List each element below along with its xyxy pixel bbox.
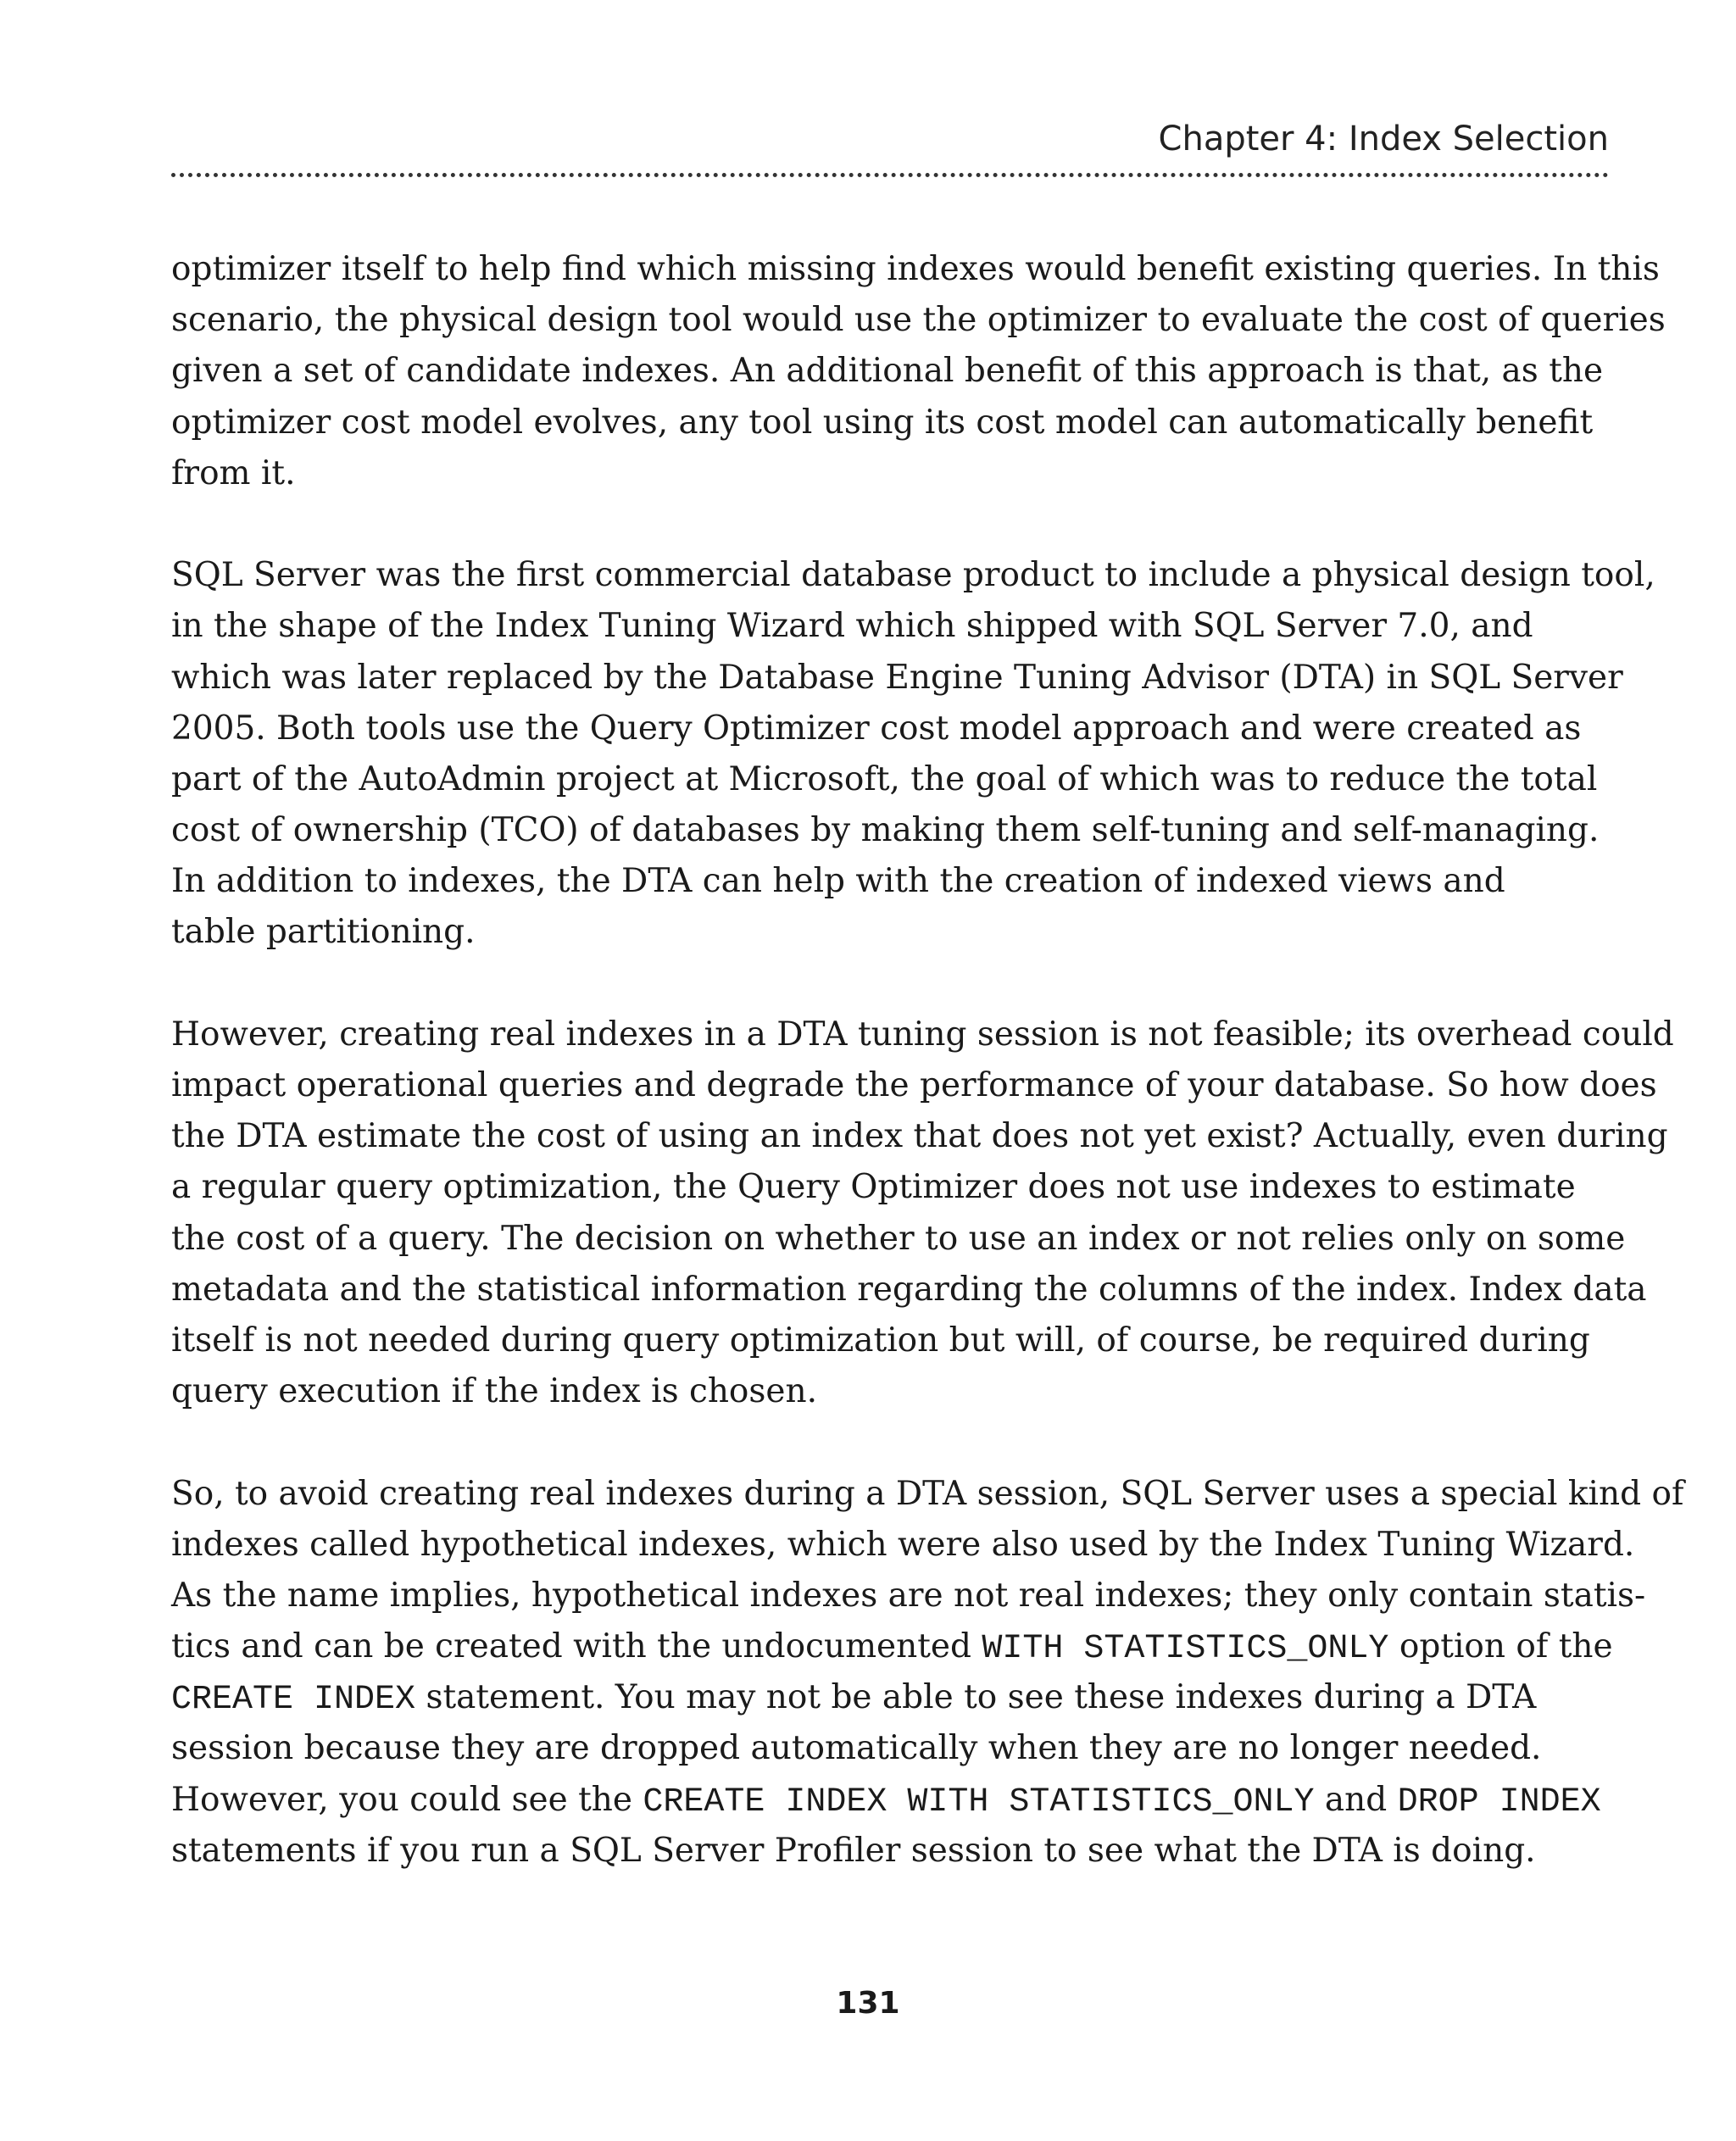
text-run: However, you could see the (171, 1780, 643, 1819)
paragraph-1-line-3: given a set of candidate indexes. An additional benefit of this approach is that, as the (171, 352, 1604, 391)
paragraph-3-line-5: the cost of a query. The decision on whether to use an index or not relies only on some (171, 1219, 1626, 1258)
paragraph-4-line-3: As the name implies, hypothetical indexes are not real indexes; they only contain statis- (171, 1576, 1646, 1615)
paragraph-1-line-1: optimizer itself to help find which missing indexes would benefit existing queries. In this (171, 250, 1660, 288)
paragraph-4-line-4 (171, 1621, 1613, 1672)
paragraph-2-line-8: table partitioning. (171, 913, 476, 952)
header-dotted-rule (171, 173, 1609, 177)
paragraph-4-line-5 (171, 1672, 1609, 1723)
inline-code: DROP INDEX (1397, 1782, 1601, 1821)
text-run: option of the (1388, 1627, 1613, 1666)
running-header: Chapter 4: Index Selection (1158, 120, 1609, 158)
paragraph-1-line-4: optimizer cost model evolves, any tool using its cost model can automatically benefit (171, 403, 1594, 442)
paragraph-gap (171, 1417, 1609, 1468)
paragraph-1-line-2: scenario, the physical design tool would use the optimizer to evaluate the cost of queries (171, 301, 1666, 340)
paragraph-gap (171, 499, 1609, 550)
paragraph-3-line-8: query execution if the index is chosen. (171, 1372, 818, 1411)
paragraph-3-line-4: a regular query optimization, the Query Optimizer does not use indexes to estimate (171, 1168, 1576, 1207)
body-text (171, 244, 1684, 1877)
inline-code: CREATE INDEX (171, 1681, 416, 1720)
text-run: and (1314, 1780, 1398, 1819)
paragraph-2-line-6: cost of ownership (TCO) of databases by making them self-tuning and self-managing. (171, 811, 1600, 850)
text-run: tics and can be created with the undocumented (171, 1627, 982, 1666)
paragraph-4-line-1: So, to avoid creating real indexes during a DTA session, SQL Server uses a special kind of (171, 1474, 1684, 1513)
paragraph-2-line-1: SQL Server was the first commercial database product to include a physical design tool, (171, 556, 1655, 595)
paragraph-2-line-5: part of the AutoAdmin project at Microsoft, the goal of which was to reduce the total (171, 759, 1598, 798)
paragraph-4-line-7 (171, 1775, 1609, 1826)
paragraph-2-line-4: 2005. Both tools use the Query Optimizer cost model approach and were created as (171, 709, 1582, 748)
paragraph-4-line-2: indexes called hypothetical indexes, which were also used by the Index Tuning Wizard. (171, 1525, 1635, 1564)
inline-code: WITH STATISTICS_ONLY (982, 1630, 1389, 1669)
paragraph-1-line-5: from it. (171, 453, 296, 492)
page-number: 131 (836, 1986, 900, 2021)
paragraph-3-line-7: itself is not needed during query optimization but will, of course, be required during (171, 1321, 1590, 1360)
paragraph-4-line-8: statements if you run a SQL Server Profiler session to see what the DTA is doing. (171, 1831, 1536, 1870)
paragraph-3-line-3: the DTA estimate the cost of using an index that does not yet exist? Actually, even during (171, 1117, 1668, 1156)
paragraph-2-line-7: In addition to indexes, the DTA can help with the creation of indexed views and (171, 862, 1505, 901)
paragraph-4-line-6: session because they are dropped automatically when they are no longer needed. (171, 1729, 1542, 1768)
inline-code: CREATE INDEX WITH STATISTICS_ONLY (643, 1782, 1315, 1821)
text-run: statement. You may not be able to see these indexes during a DTA (415, 1678, 1537, 1717)
paragraph-3-line-2: impact operational queries and degrade the performance of your database. So how does (171, 1066, 1657, 1104)
paragraph-3-line-1: However, creating real indexes in a DTA tuning session is not feasible; its overhead could (171, 1015, 1674, 1054)
paragraph-2-line-3: which was later replaced by the Database Engine Tuning Advisor (DTA) in SQL Server (171, 658, 1623, 697)
paragraph-3-line-6: metadata and the statistical information regarding the columns of the index. Index data (171, 1270, 1647, 1309)
paragraph-gap (171, 959, 1609, 1009)
paragraph-2-line-2: in the shape of the Index Tuning Wizard which shipped with SQL Server 7.0, and (171, 607, 1533, 646)
